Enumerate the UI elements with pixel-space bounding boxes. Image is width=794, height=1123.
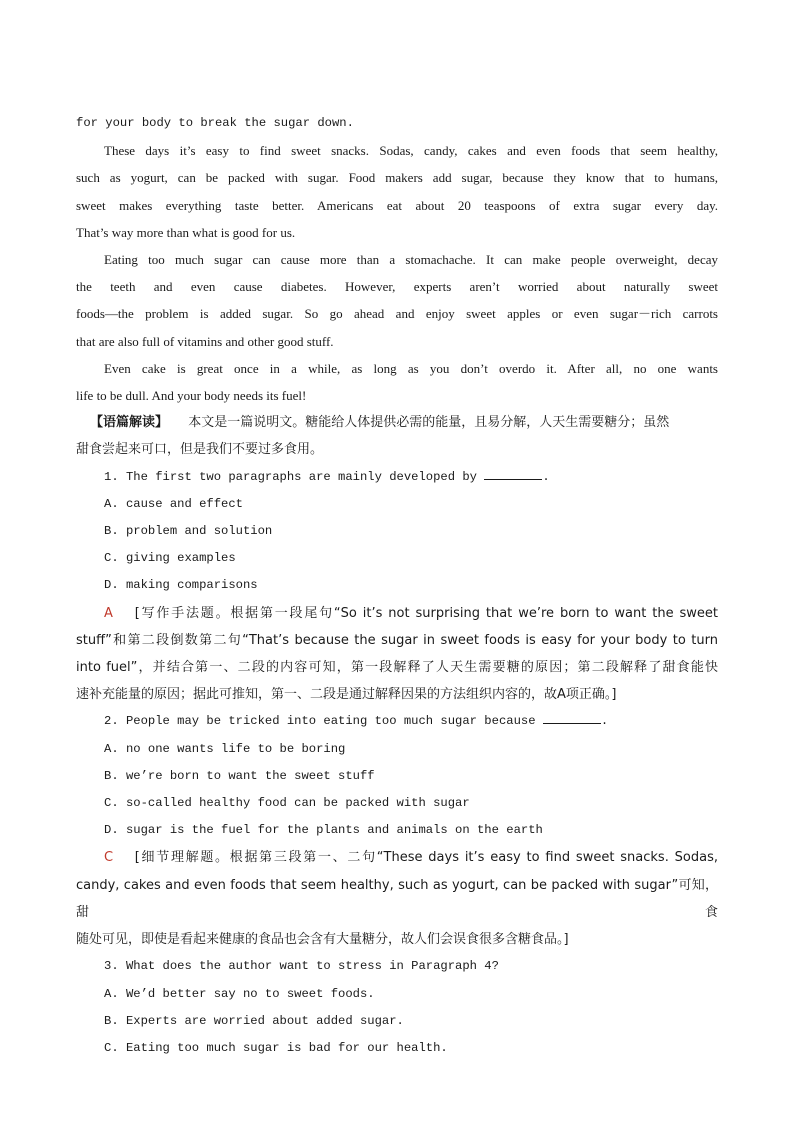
passage-line: Eating too much sugar can cause more than a stomachache. It can make people overweight, decay bbox=[104, 252, 718, 268]
passage-line: the teeth and even cause diabetes. However, experts aren’t worried about naturally sweet bbox=[76, 279, 718, 295]
passage-analysis bbox=[76, 409, 718, 463]
option-a: A. no one wants life to be boring bbox=[104, 741, 346, 756]
explanation-text: stuff”和第二段倒数第二句“That’s because the sugar in sweet foods is easy for your body to turn bbox=[76, 632, 718, 648]
analysis-text: 甜食尝起来可口，但是我们不要过多食用。 bbox=[76, 442, 324, 458]
explanation-text: [细节理解题。根据第三段第一、二句“These days it’s easy to find sweet snacks. Sodas, bbox=[134, 850, 718, 866]
explanation-text: into fuel”，并结合第一、二段的内容可知，第一段解释了人天生需要糖的原因；第二段解释了甜食能快 bbox=[76, 660, 718, 676]
passage-line: These days it’s easy to find sweet snacks. Sodas, candy, cakes and even foods that seem healthy, bbox=[104, 143, 718, 159]
passage-line: that are also full of vitamins and other good stuff. bbox=[76, 333, 334, 349]
analysis-label: 【语篇解读】 bbox=[90, 415, 169, 431]
option-a: A. cause and effect bbox=[104, 496, 243, 511]
passage-line: life to be dull. And your body needs its fuel! bbox=[76, 388, 307, 404]
passage-line: such as yogurt, can be packed with sugar. Food makers add sugar, because they know that to humans, bbox=[76, 170, 718, 186]
explanation-text: 速补充能量的原因；据此可推知，第一、二段是通过解释因果的方法组织内容的，故A项正确。] bbox=[76, 687, 617, 703]
question-1: 1. The first two paragraphs are mainly developed by . A. cause and effect B. problem and solution C. giving examples D. making comparisons A [写作手法题。根据第一段尾句“So it’s not surprising that we’re born to want the sweet stuff”和第二段倒数第二句“That’s because the sugar in sweet foods is easy for your body to turn into fuel”，并结合第一、二段的内容可知，第一段解释了人天生需要糖的原因；第二段解释了甜食能快 速补充能量的原因；据此可推知，第一、二段是通过解释因果的方法组织内容的，故A项正确。] bbox=[76, 464, 718, 709]
answer-key: C bbox=[104, 850, 114, 866]
option-c: C. giving examples bbox=[104, 551, 236, 566]
option-c: C. Eating too much sugar is bad for our health. bbox=[104, 1040, 448, 1055]
explanation-text: 随处可见，即使是看起来健康的食品也会含有大量糖分，故人们会误食很多含糖食品。] bbox=[76, 932, 569, 948]
option-b: B. problem and solution bbox=[104, 524, 273, 539]
passage-paragraph-2 bbox=[76, 137, 718, 246]
answer-blank bbox=[543, 712, 601, 724]
explanation-text: candy, cakes and even foods that seem healthy, such as yogurt, can be packed with sugar”可知，甜食 bbox=[76, 877, 718, 920]
question-stem: 1. The first two paragraphs are mainly developed by bbox=[104, 469, 477, 484]
question-2: 2. People may be tricked into eating too much sugar because . A. no one wants life to be boring B. we’re born to want the sweet stuff C. so-called healthy food can be packed with sugar D. sugar is the fuel for the plants and animals on the earth C [细节理解题。根据第三段第一、二句“These days it’s easy to find sweet snacks. Sodas, candy, cakes and even foods that seem healthy, such as yogurt, can be packed with sugar”可知，甜食 随处可见，即使是看起来健康的食品也会含有大量糖分，故人们会误食很多含糖食品。] bbox=[76, 708, 718, 953]
question-stem: 2. People may be tricked into eating too much sugar because bbox=[104, 714, 536, 729]
passage-line: sweet makes everything taste better. Americans eat about 20 teaspoons of extra sugar every day. bbox=[76, 197, 718, 213]
option-a: A. We’d better say no to sweet foods. bbox=[104, 986, 375, 1001]
option-c: C. so-called healthy food can be packed with sugar bbox=[104, 796, 470, 811]
passage-line: for your body to break the sugar down. bbox=[76, 116, 354, 130]
analysis-text: 本文是一篇说明文。糖能给人体提供必需的能量，且易分解，人天生需要糖分；虽然 bbox=[188, 415, 670, 431]
passage-paragraph-4 bbox=[76, 355, 718, 409]
question-stem: 3. What does the author want to stress in Paragraph 4? bbox=[104, 959, 499, 974]
explanation-text: [写作手法题。根据第一段尾句“So it’s not surprising that we’re born to want the sweet bbox=[134, 605, 718, 621]
option-b: B. Experts are worried about added sugar. bbox=[104, 1013, 404, 1028]
option-d: D. making comparisons bbox=[104, 578, 258, 593]
answer-blank bbox=[484, 468, 542, 480]
passage-paragraph-3 bbox=[76, 246, 718, 355]
answer-key: A bbox=[104, 605, 113, 621]
option-b: B. we’re born to want the sweet stuff bbox=[104, 768, 375, 783]
option-d: D. sugar is the fuel for the plants and animals on the earth bbox=[104, 823, 543, 838]
passage-line: foods—the problem is added sugar. So go ahead and enjoy sweet apples or even sugar－rich carrots bbox=[76, 306, 718, 322]
page-content bbox=[76, 110, 718, 1062]
question-3 bbox=[76, 953, 718, 1062]
passage-line: Even cake is great once in a while, as long as you don’t overdo it. After all, no one wants bbox=[104, 360, 718, 376]
passage-line: That’s way more than what is good for us. bbox=[76, 224, 296, 240]
